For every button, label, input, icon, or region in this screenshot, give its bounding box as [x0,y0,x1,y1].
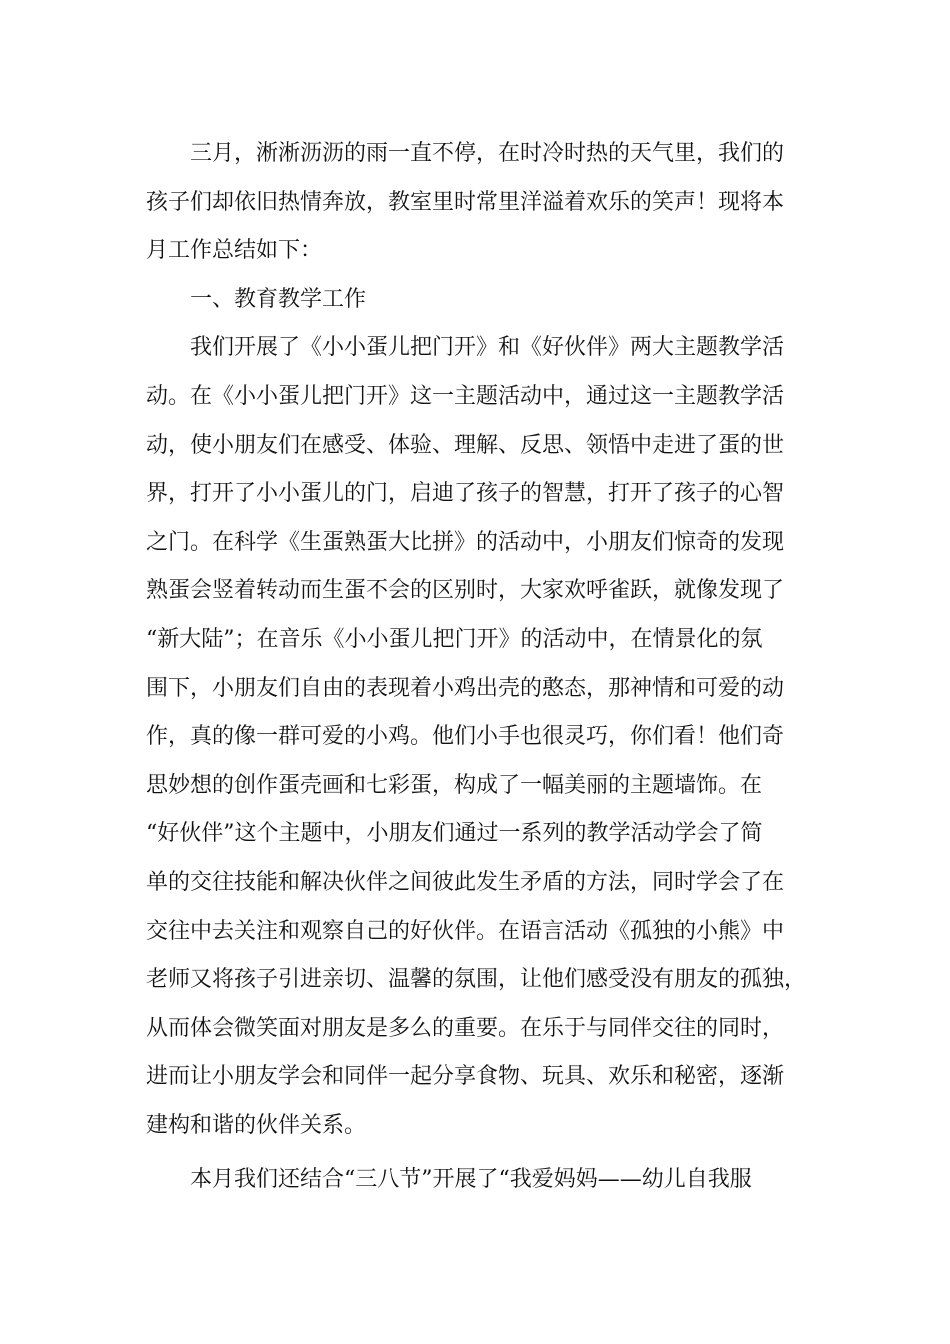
paragraph-intro-line: 月工作总结如下： [146,238,323,264]
paragraph-teaching-line: 建构和谐的伙伴关系。 [146,1112,367,1138]
paragraph-teaching-line: “好伙伴”这个主题中，小朋友们通过一系列的教学活动学会了简 [146,821,763,847]
paragraph-intro-line: 三月，淅淅沥沥的雨一直不停，在时冷时热的天气里，我们的 [190,141,785,166]
paragraph-teaching-line: 动。在《小小蛋儿把门开》这一主题活动中，通过这一主题教学活 [146,383,785,409]
paragraph-teaching-line: 界，打开了小小蛋儿的门，启迪了孩子的智慧，打开了孩子的心智 [146,481,785,507]
paragraph-teaching-line: 单的交往技能和解决伙伴之间彼此发生矛盾的方法，同时学会了在 [146,869,785,895]
paragraph-intro-line: 孩子们却依旧热情奔放，教室里时常里洋溢着欢乐的笑声！现将本 [146,189,785,215]
paragraph-teaching-line: 老师又将孩子引进亲切、温馨的氛围，让他们感受没有朋友的孤独， [146,967,807,993]
paragraph-teaching-line: 思妙想的创作蛋壳画和七彩蛋，构成了一幅美丽的主题墙饰。在 [146,772,763,798]
paragraph-teaching-line: 交往中去关注和观察自己的好伙伴。在语言活动《孤独的小熊》中 [146,918,785,944]
paragraph-teaching-line: 我们开展了《小小蛋儿把门开》和《好伙伴》两大主题教学活 [190,335,785,361]
paragraph-teaching-line: 动，使小朋友们在感受、体验、理解、反思、领悟中走进了蛋的世 [146,432,785,458]
paragraph-teaching-line: 围下，小朋友们自由的表现着小鸡出壳的憨态，那神情和可爱的动 [146,675,785,701]
paragraph-teaching-line: 熟蛋会竖着转动而生蛋不会的区别时，大家欢呼雀跃，就像发现了 [146,578,785,604]
section-heading: 一、教育教学工作 [190,286,367,312]
document-body [146,130,846,1205]
paragraph-teaching-line: 之门。在科学《生蛋熟蛋大比拼》的活动中，小朋友们惊奇的发现 [146,529,785,555]
paragraph-march8-line: 本月我们还结合“三八节”开展了“我爱妈妈——幼儿自我服 [190,1167,752,1193]
paragraph-teaching-line: “新大陆”；在音乐《小小蛋儿把门开》的活动中，在情景化的氛 [146,626,763,652]
paragraph-teaching-line: 作，真的像一群可爱的小鸡。他们小手也很灵巧，你们看！他们奇 [146,724,785,750]
paragraph-teaching-line: 从而体会微笑面对朋友是多么的重要。在乐于与同伴交往的同时， [146,1015,785,1041]
paragraph-teaching-line: 进而让小朋友学会和同伴一起分享食物、玩具、欢乐和秘密，逐渐 [146,1064,785,1090]
